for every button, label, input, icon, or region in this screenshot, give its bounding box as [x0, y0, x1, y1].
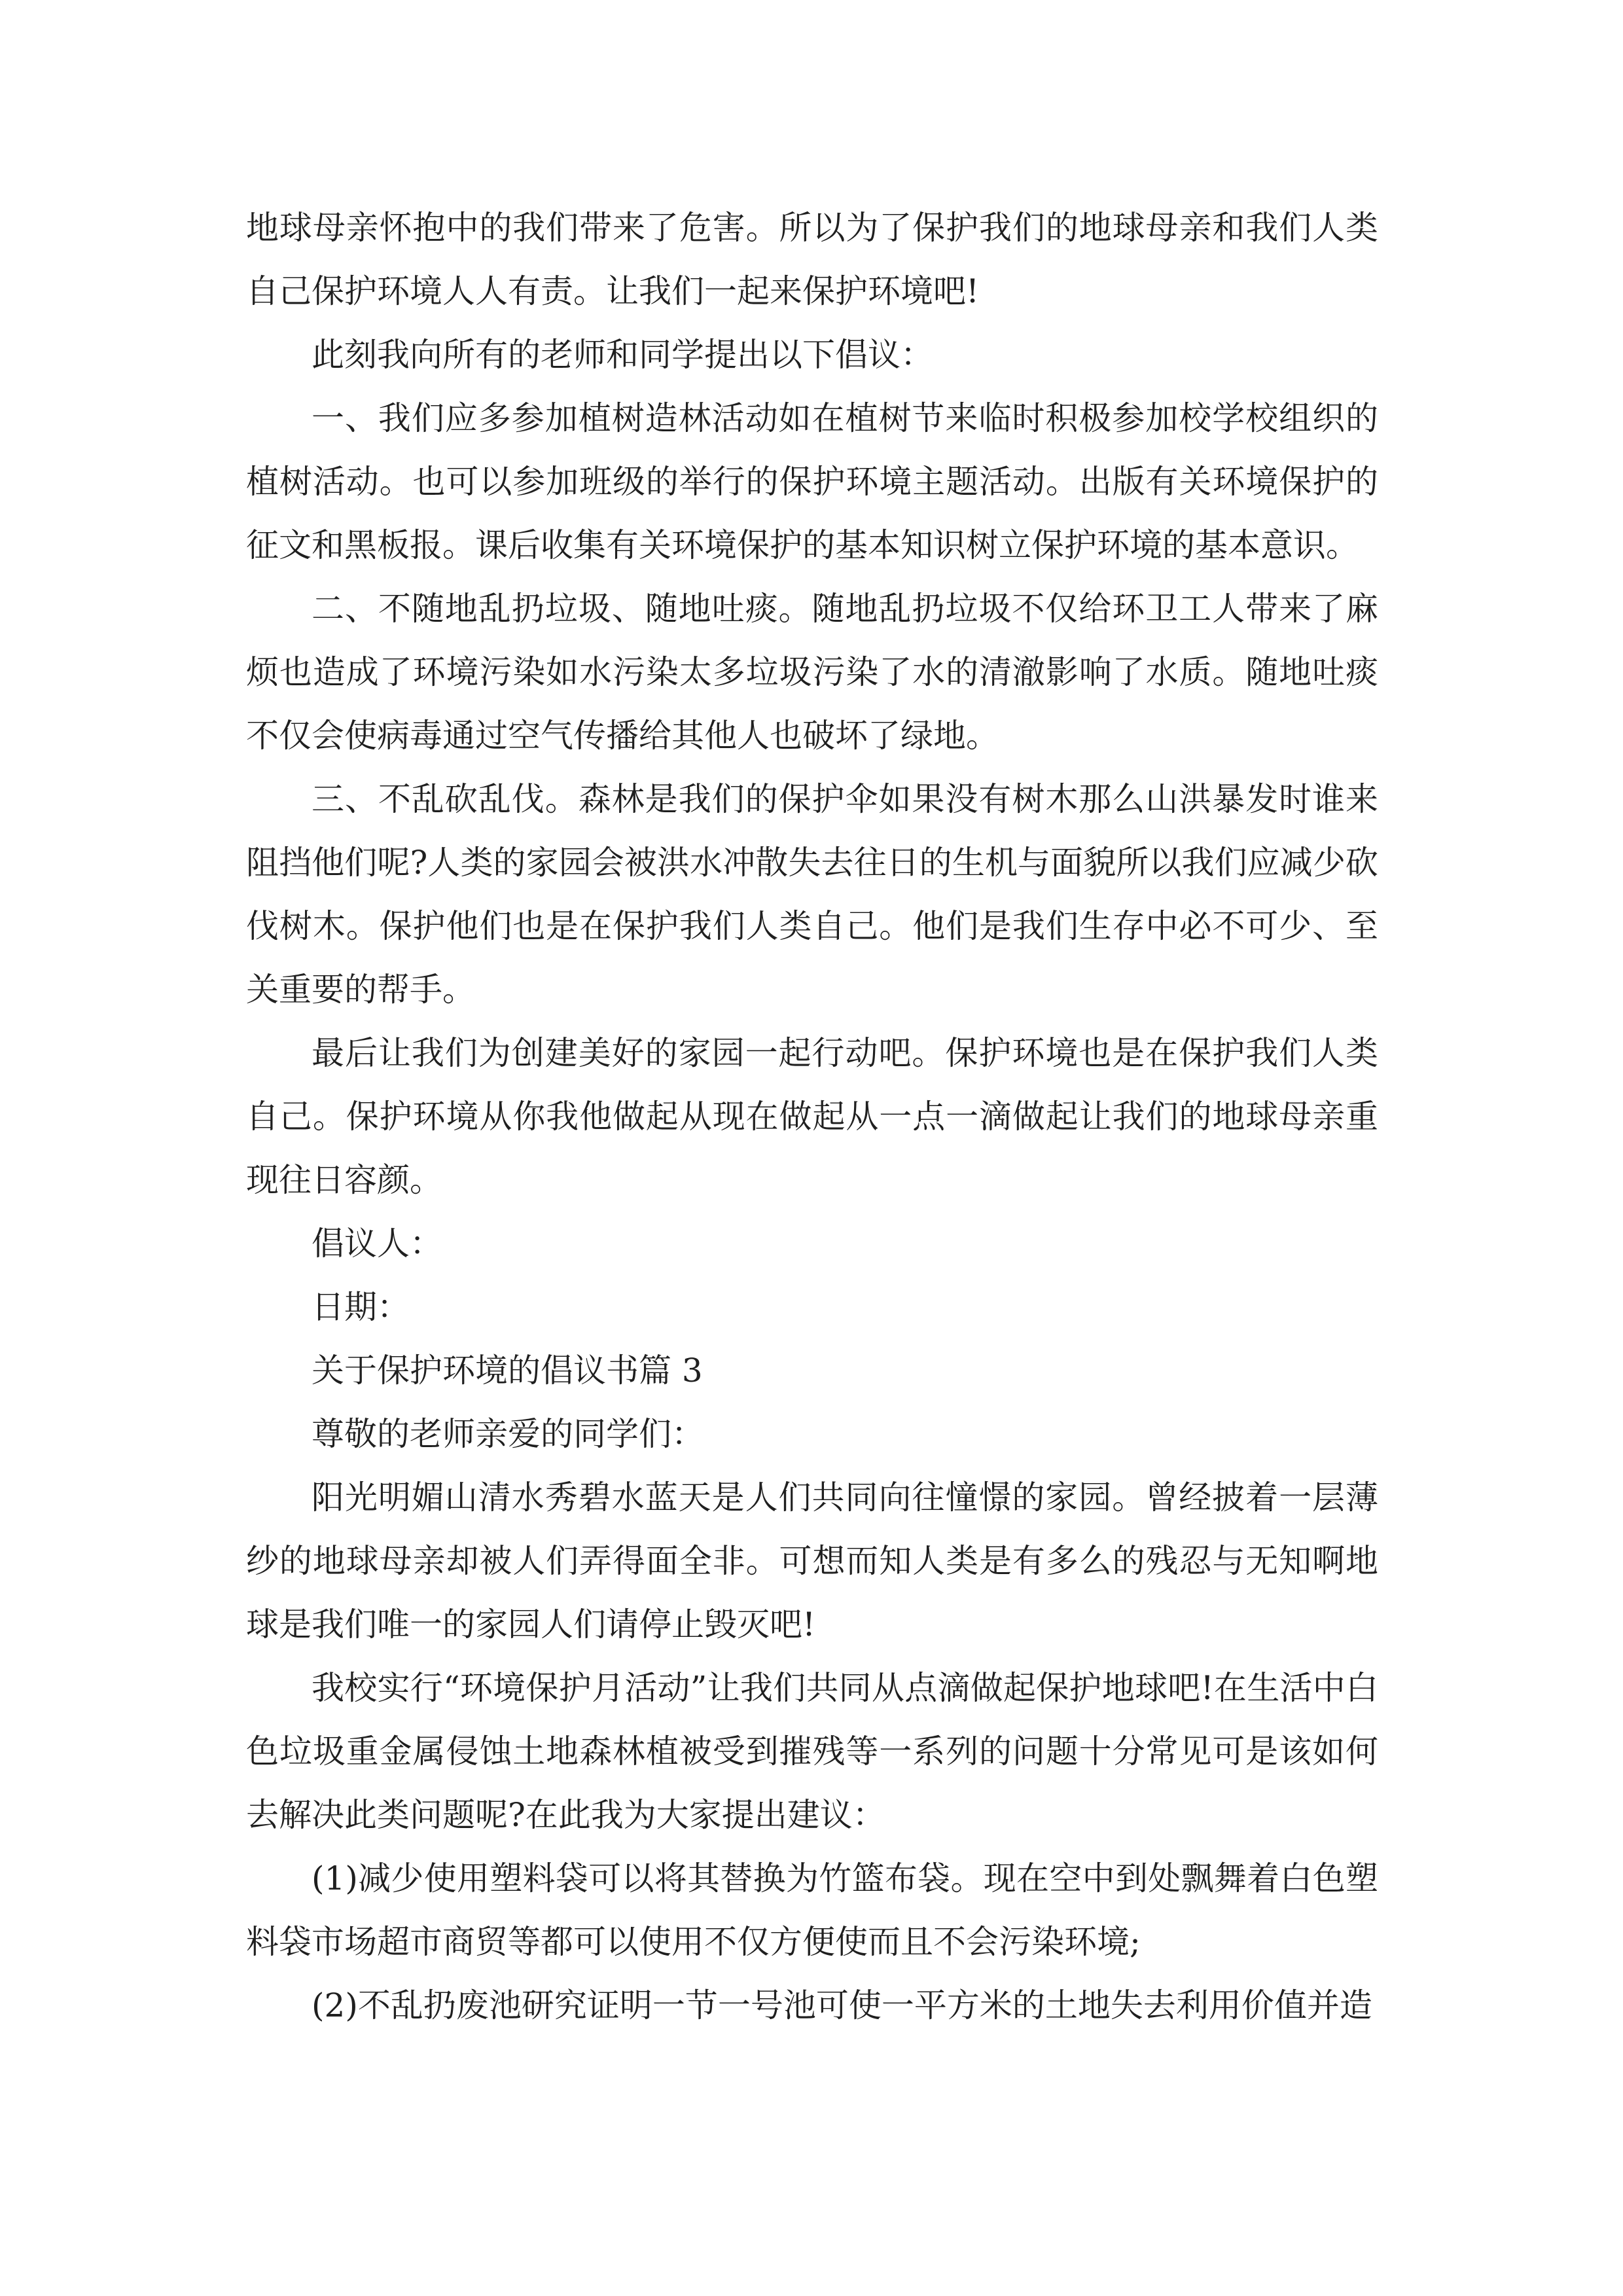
paragraph-intro: 阳光明媚山清水秀碧水蓝天是人们共同向往憧憬的家园。曾经披着一层薄纱的地球母亲却被人们弄得面全非。可想而知人类是有多么的残忍与无知啊地球是我们唯一的家园人们请停止毁灭吧!: [246, 1479, 1378, 1643]
paragraph-proposal-intro: 此刻我向所有的老师和同学提出以下倡议：: [312, 336, 933, 374]
document-body: [246, 196, 1378, 2037]
paragraph-continuation: 地球母亲怀抱中的我们带来了危害。所以为了保护我们的地球母亲和我们人类自己保护环境人人有责。让我们一起来保护环境吧!: [246, 209, 1378, 310]
paragraph-activity: 我校实行“环境保护月活动”让我们共同从点滴做起保护地球吧!在生活中白色垃圾重金属侵蚀土地森林植被受到摧残等一系列的问题十分常见可是该如何去解决此类问题呢?在此我为大家提出建议：: [246, 1669, 1378, 1834]
signature-date: 日期：: [312, 1288, 410, 1326]
paragraph-suggestion-2: (2)不乱扔废池研究证明一节一号池可使一平方米的土地失去利用价值并造: [312, 1986, 1372, 2024]
paragraph-proposal-2: 二、不随地乱扔垃圾、随地吐痰。随地乱扔垃圾不仅给环卫工人带来了麻烦也造成了环境污染如水污染太多垃圾污染了水的清澈影响了水质。随地吐痰不仅会使病毒通过空气传播给其他人也破坏了绿地。: [246, 590, 1378, 755]
signature-proposer: 倡议人：: [312, 1225, 442, 1263]
section-title: 关于保护环境的倡议书篇 3: [312, 1352, 703, 1390]
paragraph-proposal-1: 一、我们应多参加植树造林活动如在植树节来临时积极参加校学校组织的植树活动。也可以参加班级的举行的保护环境主题活动。出版有关环境保护的征文和黑板报。课后收集有关环境保护的基本知识树立保护环境的基本意识。: [246, 399, 1378, 564]
salutation: 尊敬的老师亲爱的同学们：: [312, 1415, 704, 1453]
paragraph-suggestion-1: (1)减少使用塑料袋可以将其替换为竹篮布袋。现在空中到处飘舞着白色塑料袋市场超市商贸等都可以使用不仅方便使而且不会污染环境;: [246, 1859, 1378, 1961]
paragraph-proposal-3: 三、不乱砍乱伐。森林是我们的保护伞如果没有树木那么山洪暴发时谁来阻挡他们呢?人类的家园会被洪水冲散失去往日的生机与面貌所以我们应减少砍伐树木。保护他们也是在保护我们人类自己。他们是我们生存中必不可少、至关重要的帮手。: [246, 780, 1378, 1009]
paragraph-closing: 最后让我们为创建美好的家园一起行动吧。保护环境也是在保护我们人类自己。保护环境从你我他做起从现在做起从一点一滴做起让我们的地球母亲重现往日容颜。: [246, 1034, 1378, 1199]
